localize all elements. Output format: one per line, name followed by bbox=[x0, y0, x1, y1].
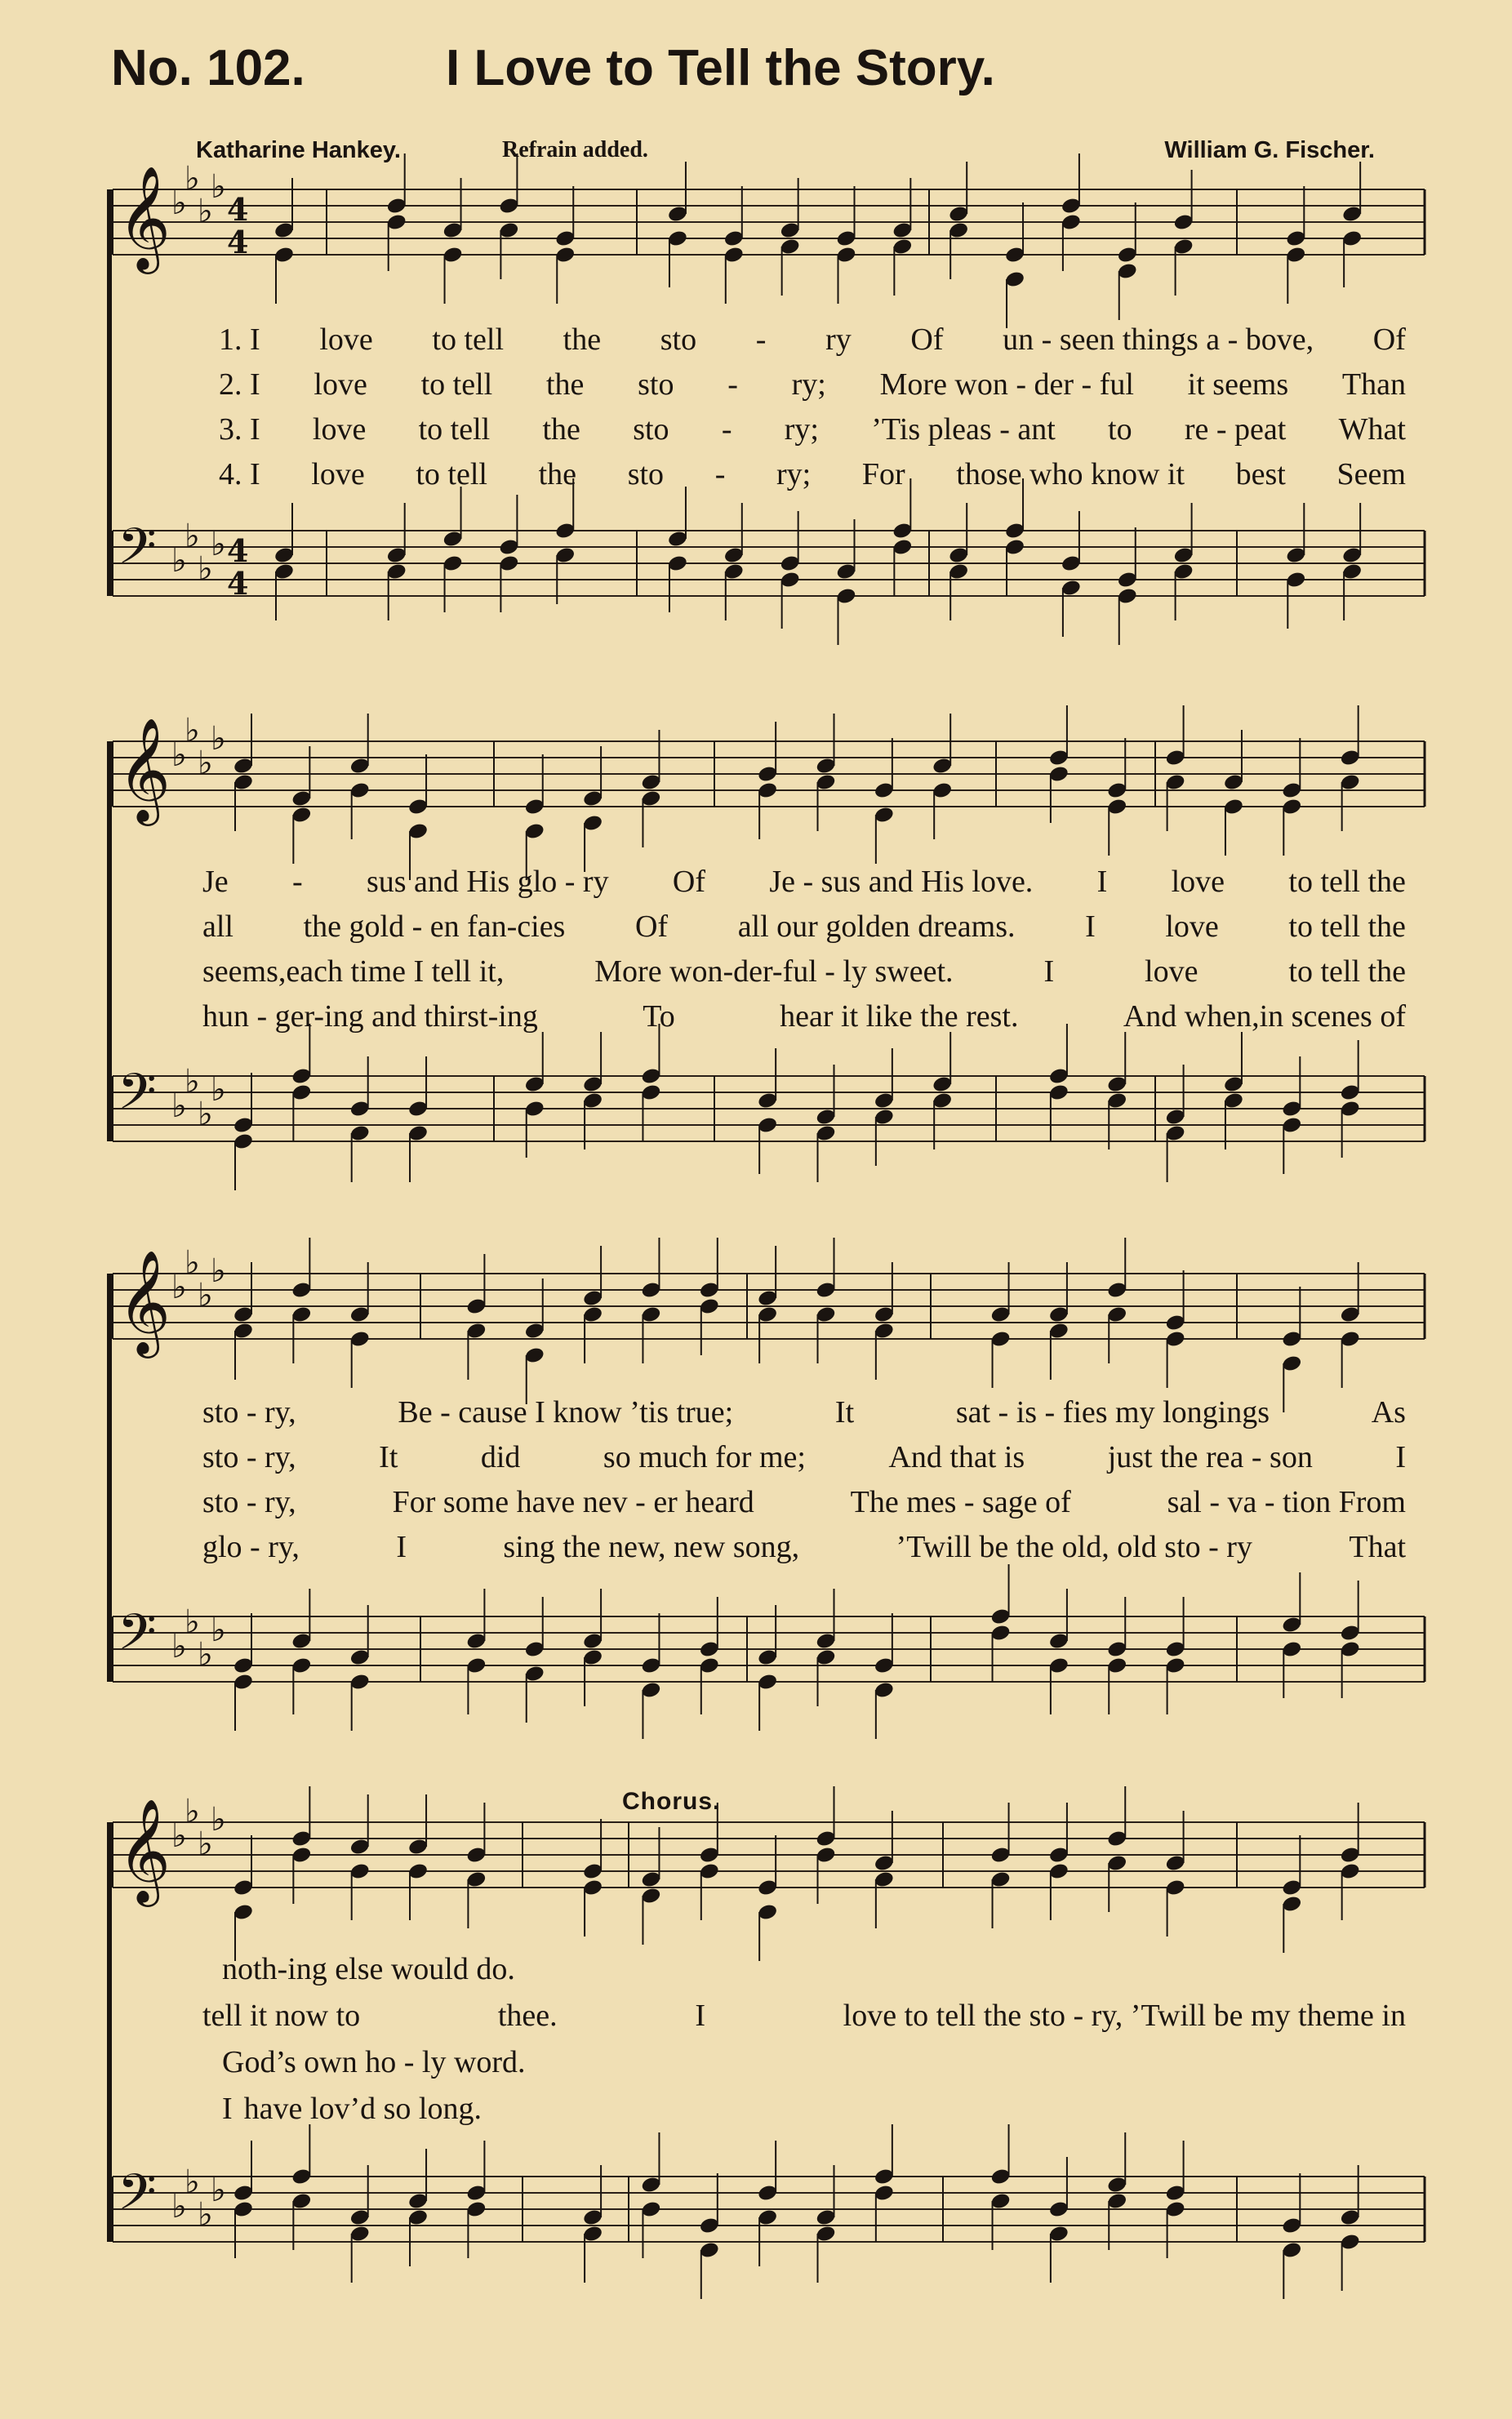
lyric-syllable: to bbox=[1108, 412, 1132, 447]
lyric-syllable: to tell bbox=[418, 412, 491, 447]
lyric-syllable: Of bbox=[634, 909, 669, 944]
lyric-syllable: What bbox=[1338, 412, 1406, 447]
lyric-syllable: ’Tis pleas - ant bbox=[871, 412, 1056, 447]
flat-icon: ♭ bbox=[185, 712, 200, 749]
flat-icon: ♭ bbox=[198, 1636, 213, 1674]
composer: William G. Fischer. bbox=[1164, 137, 1375, 163]
lyric-syllable: - bbox=[721, 412, 732, 447]
lyric-syllable: Of bbox=[910, 322, 944, 357]
lyric-syllable: love bbox=[311, 457, 365, 491]
lyric-syllable: love bbox=[312, 412, 367, 447]
chorus-label: Chorus. bbox=[622, 1788, 721, 1815]
lyric-syllable: to tell the bbox=[1288, 909, 1406, 944]
time-signature: 4 bbox=[227, 565, 249, 602]
flat-icon: ♭ bbox=[198, 1096, 213, 1133]
flat-icon: ♭ bbox=[171, 185, 187, 222]
lyric-line bbox=[219, 411, 1406, 452]
lyric-syllable: Than bbox=[1341, 367, 1406, 402]
lyric-syllable: sto - ry, bbox=[202, 1440, 296, 1474]
lyric-line bbox=[202, 909, 1406, 949]
lyric-syllable: sto bbox=[660, 322, 697, 357]
lyric-syllable: To bbox=[643, 999, 675, 1034]
lyric-line bbox=[202, 954, 1406, 994]
flat-icon: ♭ bbox=[171, 542, 187, 580]
hymn-number: No. 102. bbox=[111, 40, 305, 96]
treble-clef-icon: 𝄞 bbox=[118, 717, 171, 821]
lyric-syllable: sal - va - tion From bbox=[1167, 1485, 1406, 1519]
lyric-syllable: to tell bbox=[432, 322, 505, 357]
bass-clef-icon: 𝄢 bbox=[118, 1063, 157, 1133]
lyric-line bbox=[219, 322, 1406, 362]
flat-icon: ♭ bbox=[198, 2196, 213, 2234]
flat-icon: ♭ bbox=[198, 1277, 213, 1314]
lyric-syllable: noth-ing else would do. bbox=[222, 1952, 515, 1986]
flat-icon: ♭ bbox=[171, 1628, 187, 1665]
lyric-syllable: all our golden dreams. bbox=[737, 909, 1016, 944]
lyric-syllable: - bbox=[714, 457, 726, 491]
lyric-line bbox=[202, 864, 1406, 905]
lyric-syllable: glo - ry, bbox=[202, 1530, 300, 1564]
lyric-line bbox=[222, 1951, 515, 1992]
lyric-syllable: sto bbox=[633, 412, 669, 447]
lyric-syllable: hear it like the rest. bbox=[780, 999, 1019, 1034]
lyric-syllable: - bbox=[291, 865, 303, 899]
lyric-line bbox=[222, 2091, 482, 2132]
treble-clef-icon: 𝄞 bbox=[118, 1249, 171, 1354]
flat-icon: ♭ bbox=[211, 168, 226, 206]
lyric-syllable: thee. bbox=[497, 1999, 558, 2033]
lyric-syllable: Of bbox=[672, 865, 706, 899]
hymn-title: I Love to Tell the Story. bbox=[446, 40, 995, 96]
lyric-syllable: It bbox=[834, 1395, 855, 1430]
flat-icon: ♭ bbox=[211, 1252, 226, 1290]
flat-icon: ♭ bbox=[171, 2188, 187, 2226]
lyric-syllable: un - seen things a - bove, bbox=[1003, 322, 1314, 357]
lyric-syllable: love bbox=[1171, 865, 1225, 899]
lyric-syllable: those who know it bbox=[956, 457, 1185, 491]
lyric-syllable: the bbox=[542, 412, 580, 447]
lyric-syllable: Seem bbox=[1336, 457, 1406, 491]
lyric-line bbox=[219, 456, 1406, 497]
lyric-syllable: 3. I bbox=[219, 412, 260, 447]
lyric-syllable: I bbox=[222, 2092, 233, 2126]
flat-icon: ♭ bbox=[211, 720, 226, 758]
lyric-syllable: have lov’d so long. bbox=[243, 2092, 482, 2126]
flat-icon: ♭ bbox=[198, 193, 213, 230]
flat-icon: ♭ bbox=[211, 526, 226, 563]
lyric-syllable: Je bbox=[202, 865, 229, 899]
lyric-line bbox=[202, 1439, 1406, 1480]
lyric-syllable: As bbox=[1371, 1395, 1406, 1430]
time-signature: 4 bbox=[227, 224, 249, 260]
flat-icon: ♭ bbox=[211, 2172, 226, 2209]
lyric-line bbox=[202, 1529, 1406, 1570]
lyric-syllable: The mes - sage of bbox=[850, 1485, 1071, 1519]
flat-icon: ♭ bbox=[198, 550, 213, 588]
lyric-syllable: I bbox=[396, 1530, 407, 1564]
lyric-syllable: And that is bbox=[888, 1440, 1025, 1474]
lyric-line bbox=[202, 998, 1406, 1039]
lyric-syllable: I bbox=[1043, 954, 1055, 989]
lyric-syllable: sto - ry, bbox=[202, 1485, 296, 1519]
lyric-syllable: to tell bbox=[416, 457, 487, 491]
flat-icon: ♭ bbox=[171, 1087, 187, 1125]
flat-icon: ♭ bbox=[185, 1244, 200, 1282]
lyric-syllable: Je - sus and His love. bbox=[769, 865, 1034, 899]
lyric-syllable: sing the new, new song, bbox=[503, 1530, 800, 1564]
lyric-syllable: the gold - en fan-cies bbox=[303, 909, 566, 944]
flat-icon: ♭ bbox=[211, 1801, 226, 1839]
lyric-syllable: - bbox=[727, 367, 738, 402]
lyric-syllable: And when,in scenes of bbox=[1123, 999, 1406, 1034]
lyric-syllable: More won - der - ful bbox=[879, 367, 1134, 402]
lyric-syllable: sto - ry, bbox=[202, 1395, 296, 1430]
lyric-syllable: love bbox=[1165, 909, 1219, 944]
lyric-line bbox=[202, 1998, 1406, 2039]
time-signature: 4 bbox=[227, 191, 249, 228]
lyric-syllable: so much for me; bbox=[603, 1440, 806, 1474]
flat-icon: ♭ bbox=[185, 160, 200, 198]
lyric-syllable: to tell bbox=[420, 367, 493, 402]
lyric-syllable: sus and His glo - ry bbox=[366, 865, 609, 899]
lyric-syllable: best bbox=[1235, 457, 1286, 491]
lyric-syllable: did bbox=[480, 1440, 521, 1474]
flat-icon: ♭ bbox=[198, 1825, 213, 1863]
lyric-syllable: 1. I bbox=[219, 322, 260, 357]
lyric-syllable: the bbox=[538, 457, 577, 491]
lyric-syllable: love bbox=[319, 322, 373, 357]
lyric-syllable: 2. I bbox=[219, 367, 260, 402]
lyric-syllable: to tell the bbox=[1288, 954, 1406, 989]
lyric-syllable: sto bbox=[627, 457, 665, 491]
lyric-syllable: the bbox=[563, 322, 602, 357]
treble-clef-icon: 𝄞 bbox=[118, 165, 171, 269]
lyric-syllable: Of bbox=[1372, 322, 1406, 357]
lyric-syllable: ry; bbox=[776, 457, 812, 491]
lyric-syllable: just the rea - son bbox=[1107, 1440, 1313, 1474]
lyric-syllable: I bbox=[1395, 1440, 1406, 1474]
flat-icon: ♭ bbox=[185, 2163, 200, 2201]
lyric-syllable: - bbox=[755, 322, 767, 357]
lyric-syllable: sto bbox=[638, 367, 674, 402]
lyric-line bbox=[202, 1484, 1406, 1525]
lyric-syllable: Be - cause I know ’tis true; bbox=[398, 1395, 734, 1430]
lyric-syllable: For bbox=[861, 457, 905, 491]
lyric-syllable: to tell the bbox=[1288, 865, 1406, 899]
bass-clef-icon: 𝄢 bbox=[118, 2163, 157, 2234]
bass-clef-icon: 𝄢 bbox=[118, 518, 157, 588]
lyric-syllable: ry; bbox=[784, 412, 819, 447]
lyric-syllable: That bbox=[1349, 1530, 1406, 1564]
lyric-syllable: ’Twill be the old, old sto - ry bbox=[896, 1530, 1252, 1564]
lyric-syllable: love bbox=[314, 367, 367, 402]
lyric-line bbox=[222, 2044, 526, 2085]
lyric-syllable: I bbox=[1085, 909, 1096, 944]
lyric-syllable: sat - is - fies my longings bbox=[955, 1395, 1270, 1430]
flat-icon: ♭ bbox=[211, 1071, 226, 1109]
lyric-syllable: For some have nev - er heard bbox=[392, 1485, 754, 1519]
lyric-syllable: it seems bbox=[1187, 367, 1289, 402]
lyric-line bbox=[202, 1394, 1406, 1435]
flat-icon: ♭ bbox=[185, 518, 200, 555]
flat-icon: ♭ bbox=[198, 745, 213, 782]
flat-icon: ♭ bbox=[185, 1603, 200, 1641]
lyric-syllable: seems,each time I tell it, bbox=[202, 954, 505, 989]
lyric-syllable: love to tell the sto - ry, ’Twill be my theme in bbox=[843, 1999, 1406, 2033]
flat-icon: ♭ bbox=[171, 1817, 187, 1855]
lyricist: Katharine Hankey. bbox=[196, 137, 401, 163]
lyric-syllable: re - peat bbox=[1184, 412, 1287, 447]
lyric-syllable: 4. I bbox=[219, 457, 260, 491]
lyric-syllable: ry bbox=[825, 322, 852, 357]
lyric-line bbox=[219, 367, 1406, 407]
lyric-syllable: More won-der-ful - ly sweet. bbox=[594, 954, 954, 989]
lyric-syllable: ry; bbox=[791, 367, 826, 402]
lyric-syllable: all bbox=[202, 909, 233, 944]
flat-icon: ♭ bbox=[185, 1063, 200, 1101]
time-signature: 4 bbox=[227, 532, 249, 569]
lyric-syllable: God’s own ho - ly word. bbox=[222, 2045, 526, 2079]
flat-icon: ♭ bbox=[211, 1612, 226, 1649]
flat-icon: ♭ bbox=[171, 736, 187, 774]
flat-icon: ♭ bbox=[185, 1793, 200, 1830]
lyric-syllable: tell it now to bbox=[202, 1999, 361, 2033]
lyric-syllable: It bbox=[379, 1440, 398, 1474]
lyric-syllable: love bbox=[1145, 954, 1198, 989]
refrain-note: Refrain added. bbox=[502, 137, 648, 162]
treble-clef-icon: 𝄞 bbox=[118, 1798, 171, 1902]
lyric-syllable: hun - ger-ing and thirst-ing bbox=[202, 999, 538, 1034]
bass-clef-icon: 𝄢 bbox=[118, 1603, 157, 1674]
lyric-syllable: the bbox=[545, 367, 585, 402]
flat-icon: ♭ bbox=[171, 1269, 187, 1306]
lyric-syllable: I bbox=[695, 1999, 705, 2033]
lyric-syllable: I bbox=[1096, 865, 1108, 899]
